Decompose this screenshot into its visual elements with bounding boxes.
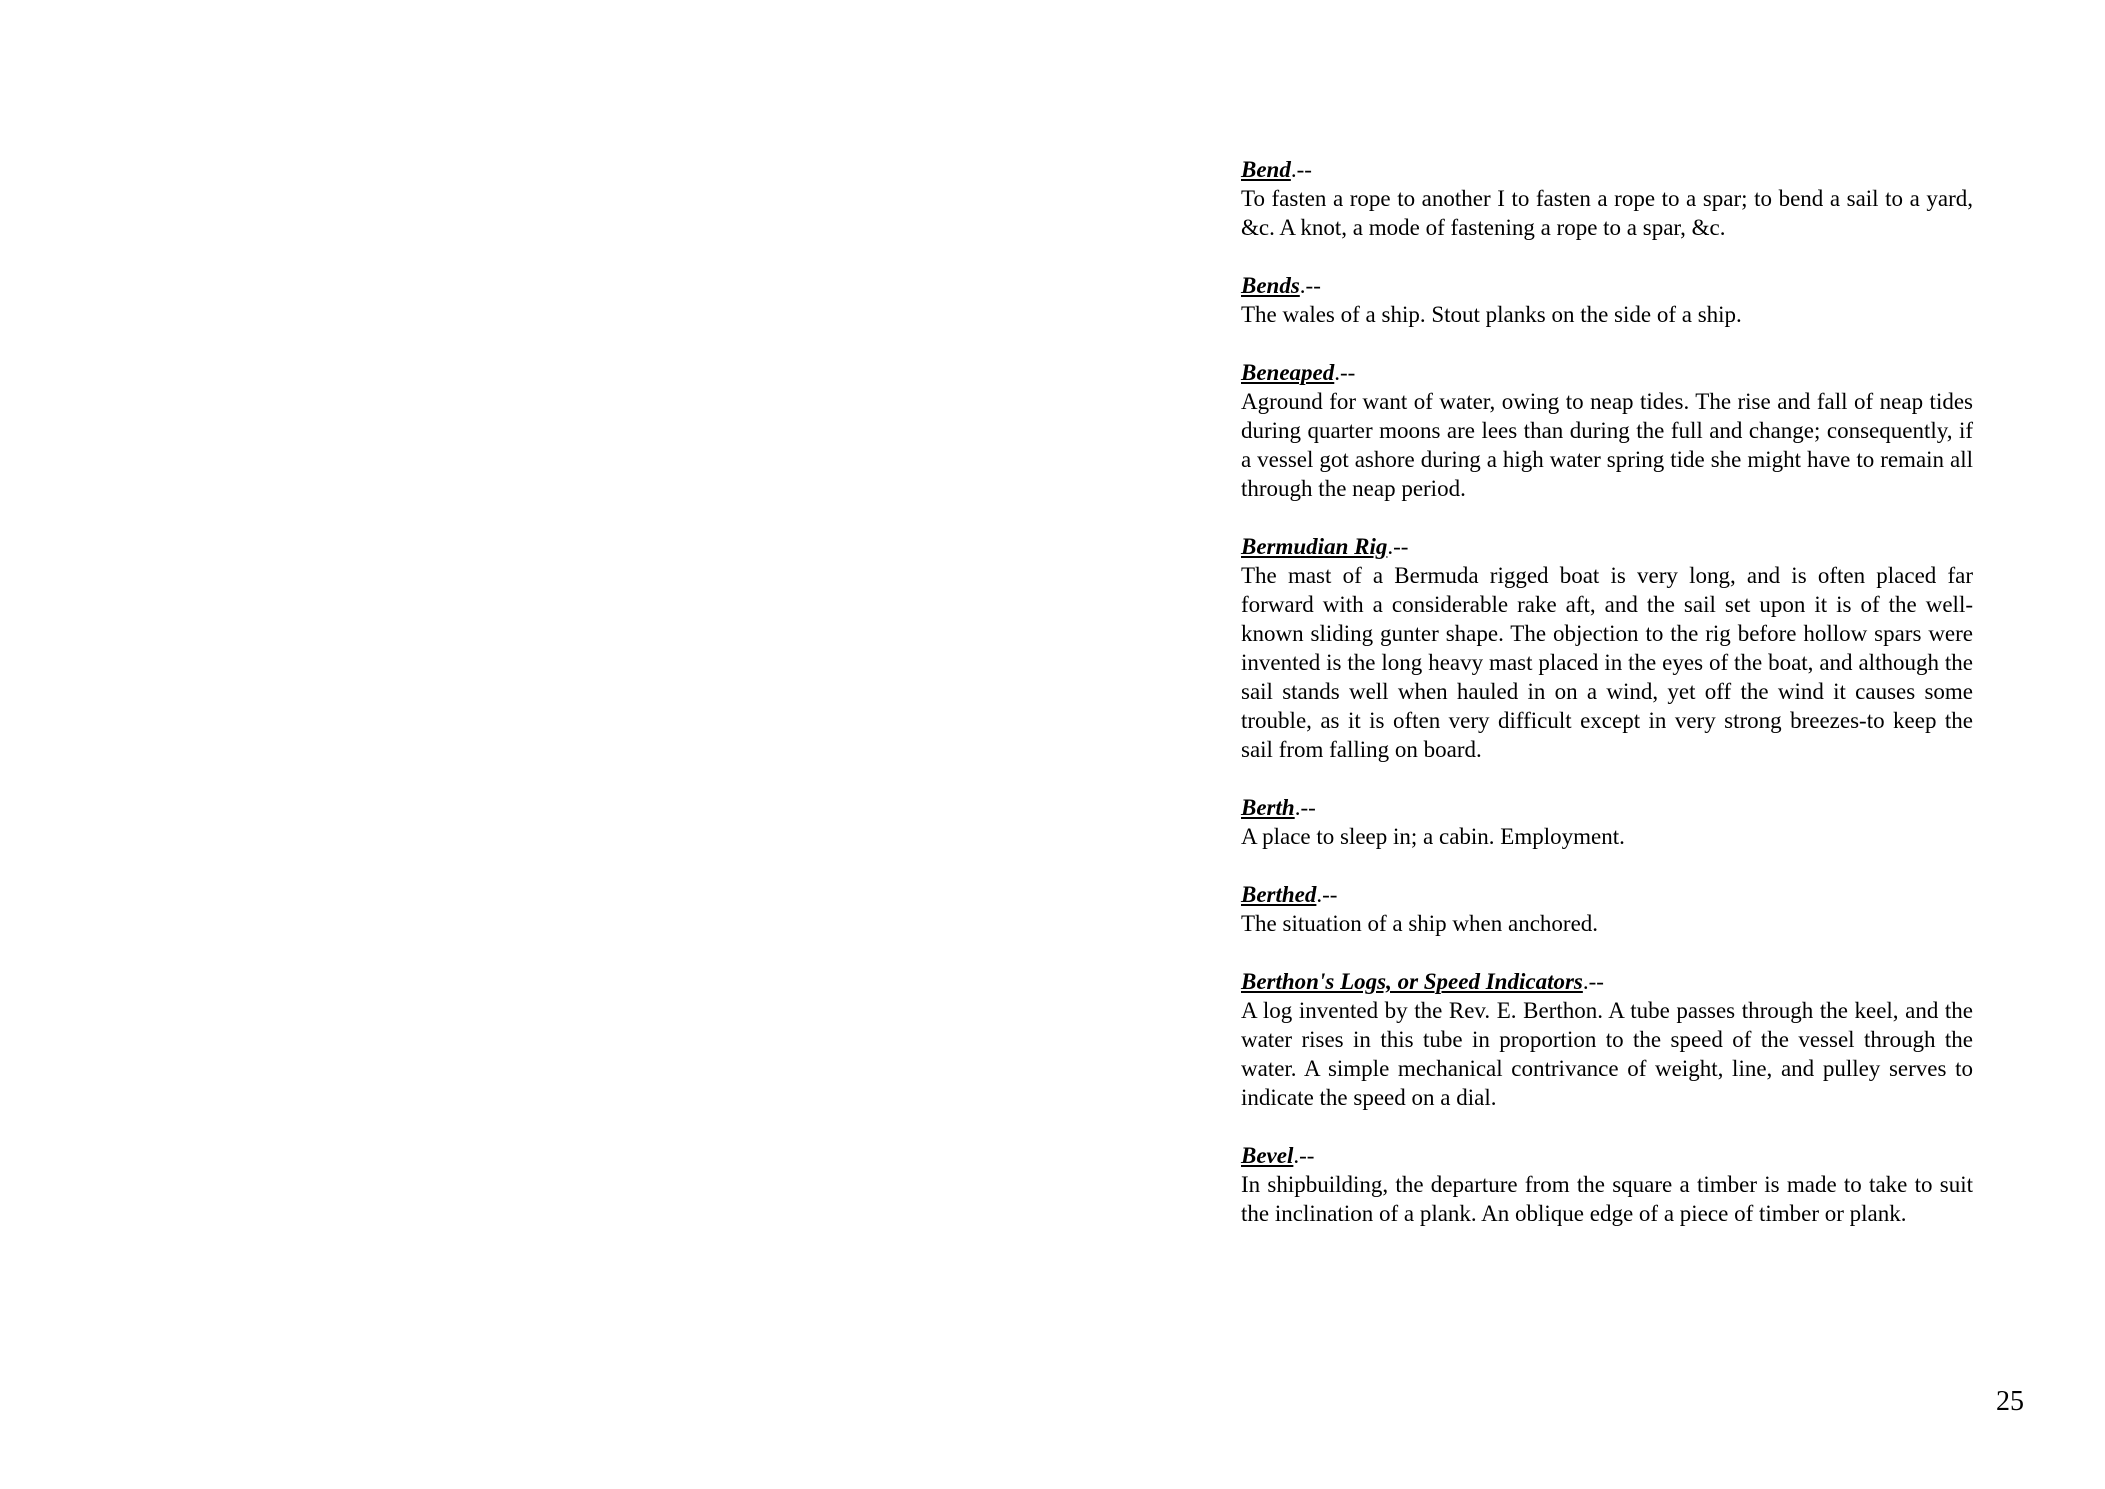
entry-definition: Aground for want of water, owing to neap tides. The rise and fall of neap tides during quarter moons are lees than during the full and change; consequently, if a vessel got ashore during a high water spring tide she might have to remain all through the neap period. <box>1241 389 1973 501</box>
entry-definition: The wales of a ship. Stout planks on the side of a ship. <box>1241 302 1742 327</box>
entry-term: Bends <box>1241 273 1300 298</box>
entry-definition: To fasten a rope to another I to fasten a rope to a spar; to bend a sail to a yard, &c. A knot, a mode of fastening a rope to a spar, &c. <box>1241 186 1973 240</box>
glossary-entry <box>1241 1141 1973 1228</box>
glossary-entries <box>1241 155 1973 1257</box>
entry-definition: In shipbuilding, the departure from the square a timber is made to take to suit the inclination of a plank. An oblique edge of a piece of timber or plank. <box>1241 1172 1973 1226</box>
entry-term-suffix: .-- <box>1294 795 1316 820</box>
entry-term: Bermudian Rig <box>1241 534 1388 559</box>
entry-heading <box>1241 532 1973 561</box>
entry-term: Beneaped <box>1241 360 1335 385</box>
glossary-entry <box>1241 967 1973 1112</box>
entry-term: Berth <box>1241 795 1295 820</box>
entry-term: Berthed <box>1241 882 1317 907</box>
entry-term: Bend <box>1241 157 1291 182</box>
entry-term-suffix: .-- <box>1293 1143 1315 1168</box>
glossary-entry <box>1241 793 1973 851</box>
entry-term: Berthon's Logs, or Speed Indicators <box>1241 969 1583 994</box>
entry-definition: A place to sleep in; a cabin. Employment. <box>1241 824 1625 849</box>
entry-term-suffix: .-- <box>1334 360 1356 385</box>
glossary-entry <box>1241 880 1973 938</box>
entry-definition: The situation of a ship when anchored. <box>1241 911 1599 936</box>
right-page <box>1052 0 2105 1489</box>
entry-term-suffix: .-- <box>1387 534 1409 559</box>
entry-definition: A log invented by the Rev. E. Berthon. A tube passes through the keel, and the water rises in this tube in proportion to the speed of the vessel through the water. A simple mechanical contrivance of weight, line, and pulley serves to indicate the speed on a dial. <box>1241 998 1973 1110</box>
entry-heading <box>1241 793 1973 822</box>
entry-term: Bevel <box>1241 1143 1294 1168</box>
glossary-entry <box>1241 358 1973 503</box>
entry-heading <box>1241 358 1973 387</box>
glossary-entry <box>1241 155 1973 242</box>
entry-heading <box>1241 271 1973 300</box>
glossary-entry <box>1241 532 1973 764</box>
entry-definition: The mast of a Bermuda rigged boat is very long, and is often placed far forward with a considerable rake aft, and the sail set upon it is of the well-known sliding gunter shape. The objection to the rig before hollow spars were invented is the long heavy mast placed in the eyes of the boat, and although the sail stands well when hauled in on a wind, yet off the wind it causes some trouble, as it is often very difficult except in very strong breezes-to keep the sail from falling on board. <box>1241 563 1973 762</box>
entry-heading <box>1241 967 1973 996</box>
entry-term-suffix: .-- <box>1290 157 1312 182</box>
entry-term-suffix: .-- <box>1299 273 1321 298</box>
page-number: 25 <box>1996 1386 2024 1417</box>
entry-term-suffix: .-- <box>1316 882 1338 907</box>
entry-heading <box>1241 155 1973 184</box>
glossary-entry <box>1241 271 1973 329</box>
entry-term-suffix: .-- <box>1582 969 1604 994</box>
entry-heading <box>1241 1141 1973 1170</box>
entry-heading <box>1241 880 1973 909</box>
blank-left-page <box>0 0 1052 1489</box>
